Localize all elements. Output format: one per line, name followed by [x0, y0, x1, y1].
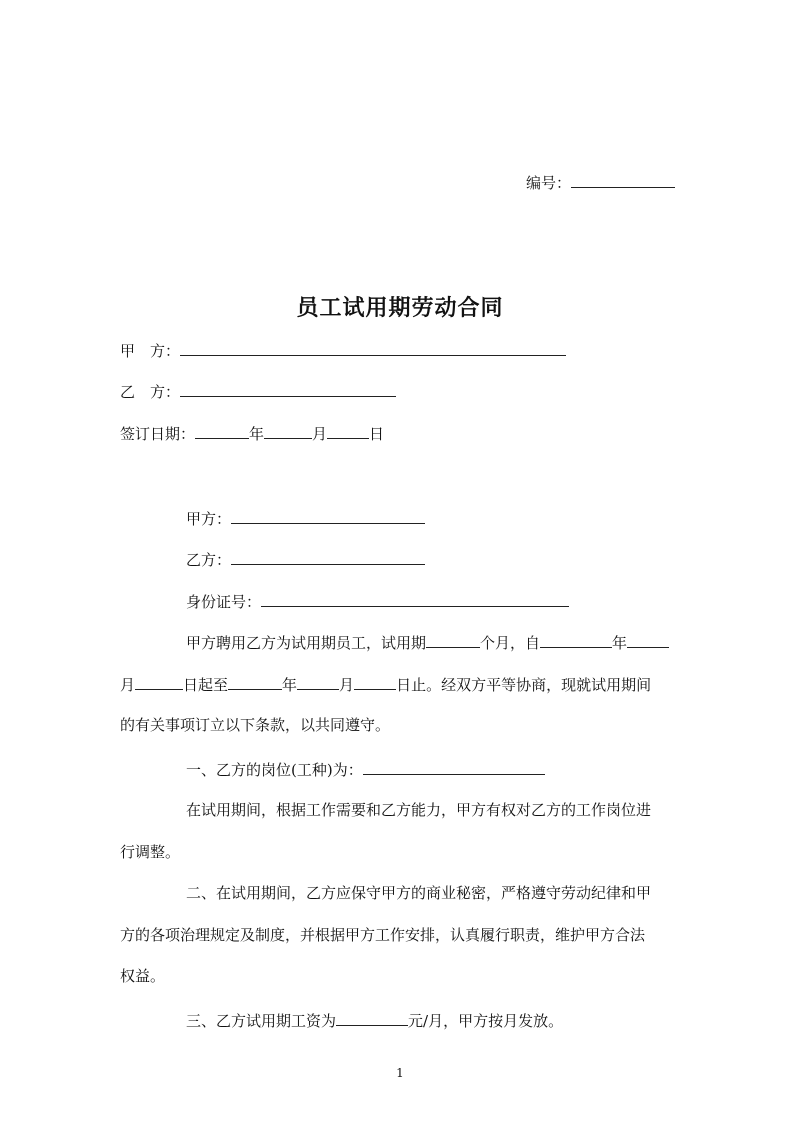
month-label: 月 [312, 425, 328, 443]
p1-text-b: 个月，自 [480, 634, 541, 652]
start-month-field-a[interactable] [627, 632, 669, 648]
end-day-field[interactable] [354, 674, 396, 690]
document-number [526, 172, 675, 193]
clause-2-line-3: 权益。 [120, 967, 166, 985]
document-title: 员工试用期劳动合同 [296, 295, 504, 321]
p1-line-1 [186, 632, 669, 653]
year-label: 年 [249, 425, 265, 443]
clause-2-line-2: 方的各项治理规定及制度，并根据甲方工作安排，认真履行职责，维护甲方合法 [120, 926, 646, 944]
clause-3-text-b: 元/月，甲方按月发放。 [408, 1012, 564, 1030]
sign-month-field[interactable] [264, 423, 312, 439]
p1-l2-end: 日止。经双方平等协商，现就试用期间 [396, 676, 652, 694]
id-number-label: 身份证号： [186, 593, 262, 611]
clause-3-line [186, 1010, 563, 1031]
party-a-field[interactable] [180, 340, 566, 356]
body-party-a-label: 甲方： [186, 510, 232, 528]
body-party-a-field[interactable] [231, 508, 425, 524]
document-number-label: 编号： [526, 174, 572, 192]
start-day-field[interactable] [135, 674, 183, 690]
id-number-field[interactable] [261, 591, 569, 607]
party-b-label: 乙 方： [120, 383, 181, 401]
clause-2-line-1: 二、在试用期间，乙方应保守甲方的商业秘密，严格遵守劳动纪律和甲 [186, 884, 652, 902]
party-a-label: 甲 方： [120, 342, 181, 360]
p1-line-2 [120, 674, 651, 695]
probation-months-field[interactable] [426, 632, 480, 648]
end-month-field[interactable] [297, 674, 339, 690]
clause-1-p-line-2: 行调整。 [120, 843, 181, 861]
clause-1-p-line-1: 在试用期间，根据工作需要和乙方能力，甲方有权对乙方的工作岗位进 [186, 801, 652, 819]
body-party-b-label: 乙方： [186, 551, 232, 569]
clause-1-line [186, 759, 545, 780]
p1-l2-month: 月 [120, 676, 136, 694]
sign-date-line [120, 423, 384, 444]
p1-text-c: 年 [612, 634, 628, 652]
party-b-line [120, 381, 396, 402]
position-field[interactable] [363, 759, 545, 775]
party-b-field[interactable] [180, 381, 396, 397]
document-number-field[interactable] [571, 172, 675, 188]
sign-year-field[interactable] [195, 423, 249, 439]
party-a-line [120, 340, 566, 361]
p1-l2-year: 年 [282, 676, 298, 694]
clause-1-label: 一、乙方的岗位(工种)为： [186, 761, 363, 779]
salary-field[interactable] [336, 1010, 408, 1026]
body-party-a-line [186, 508, 425, 529]
body-party-b-line [186, 549, 425, 570]
page-number: 1 [396, 1066, 404, 1080]
p1-text-a: 甲方聘用乙方为试用期员工，试用期 [186, 634, 427, 652]
body-party-b-field[interactable] [231, 549, 425, 565]
p1-l2-month2: 月 [339, 676, 355, 694]
sign-day-field[interactable] [327, 423, 369, 439]
sign-date-label: 签订日期： [120, 425, 196, 443]
start-year-field[interactable] [540, 632, 612, 648]
id-number-line [186, 591, 569, 612]
day-label: 日 [369, 425, 385, 443]
p1-line-3: 的有关事项订立以下条款，以共同遵守。 [120, 716, 391, 734]
end-year-field[interactable] [228, 674, 282, 690]
p1-l2-day-from: 日起至 [183, 676, 229, 694]
clause-3-text-a: 三、乙方试用期工资为 [186, 1012, 337, 1030]
